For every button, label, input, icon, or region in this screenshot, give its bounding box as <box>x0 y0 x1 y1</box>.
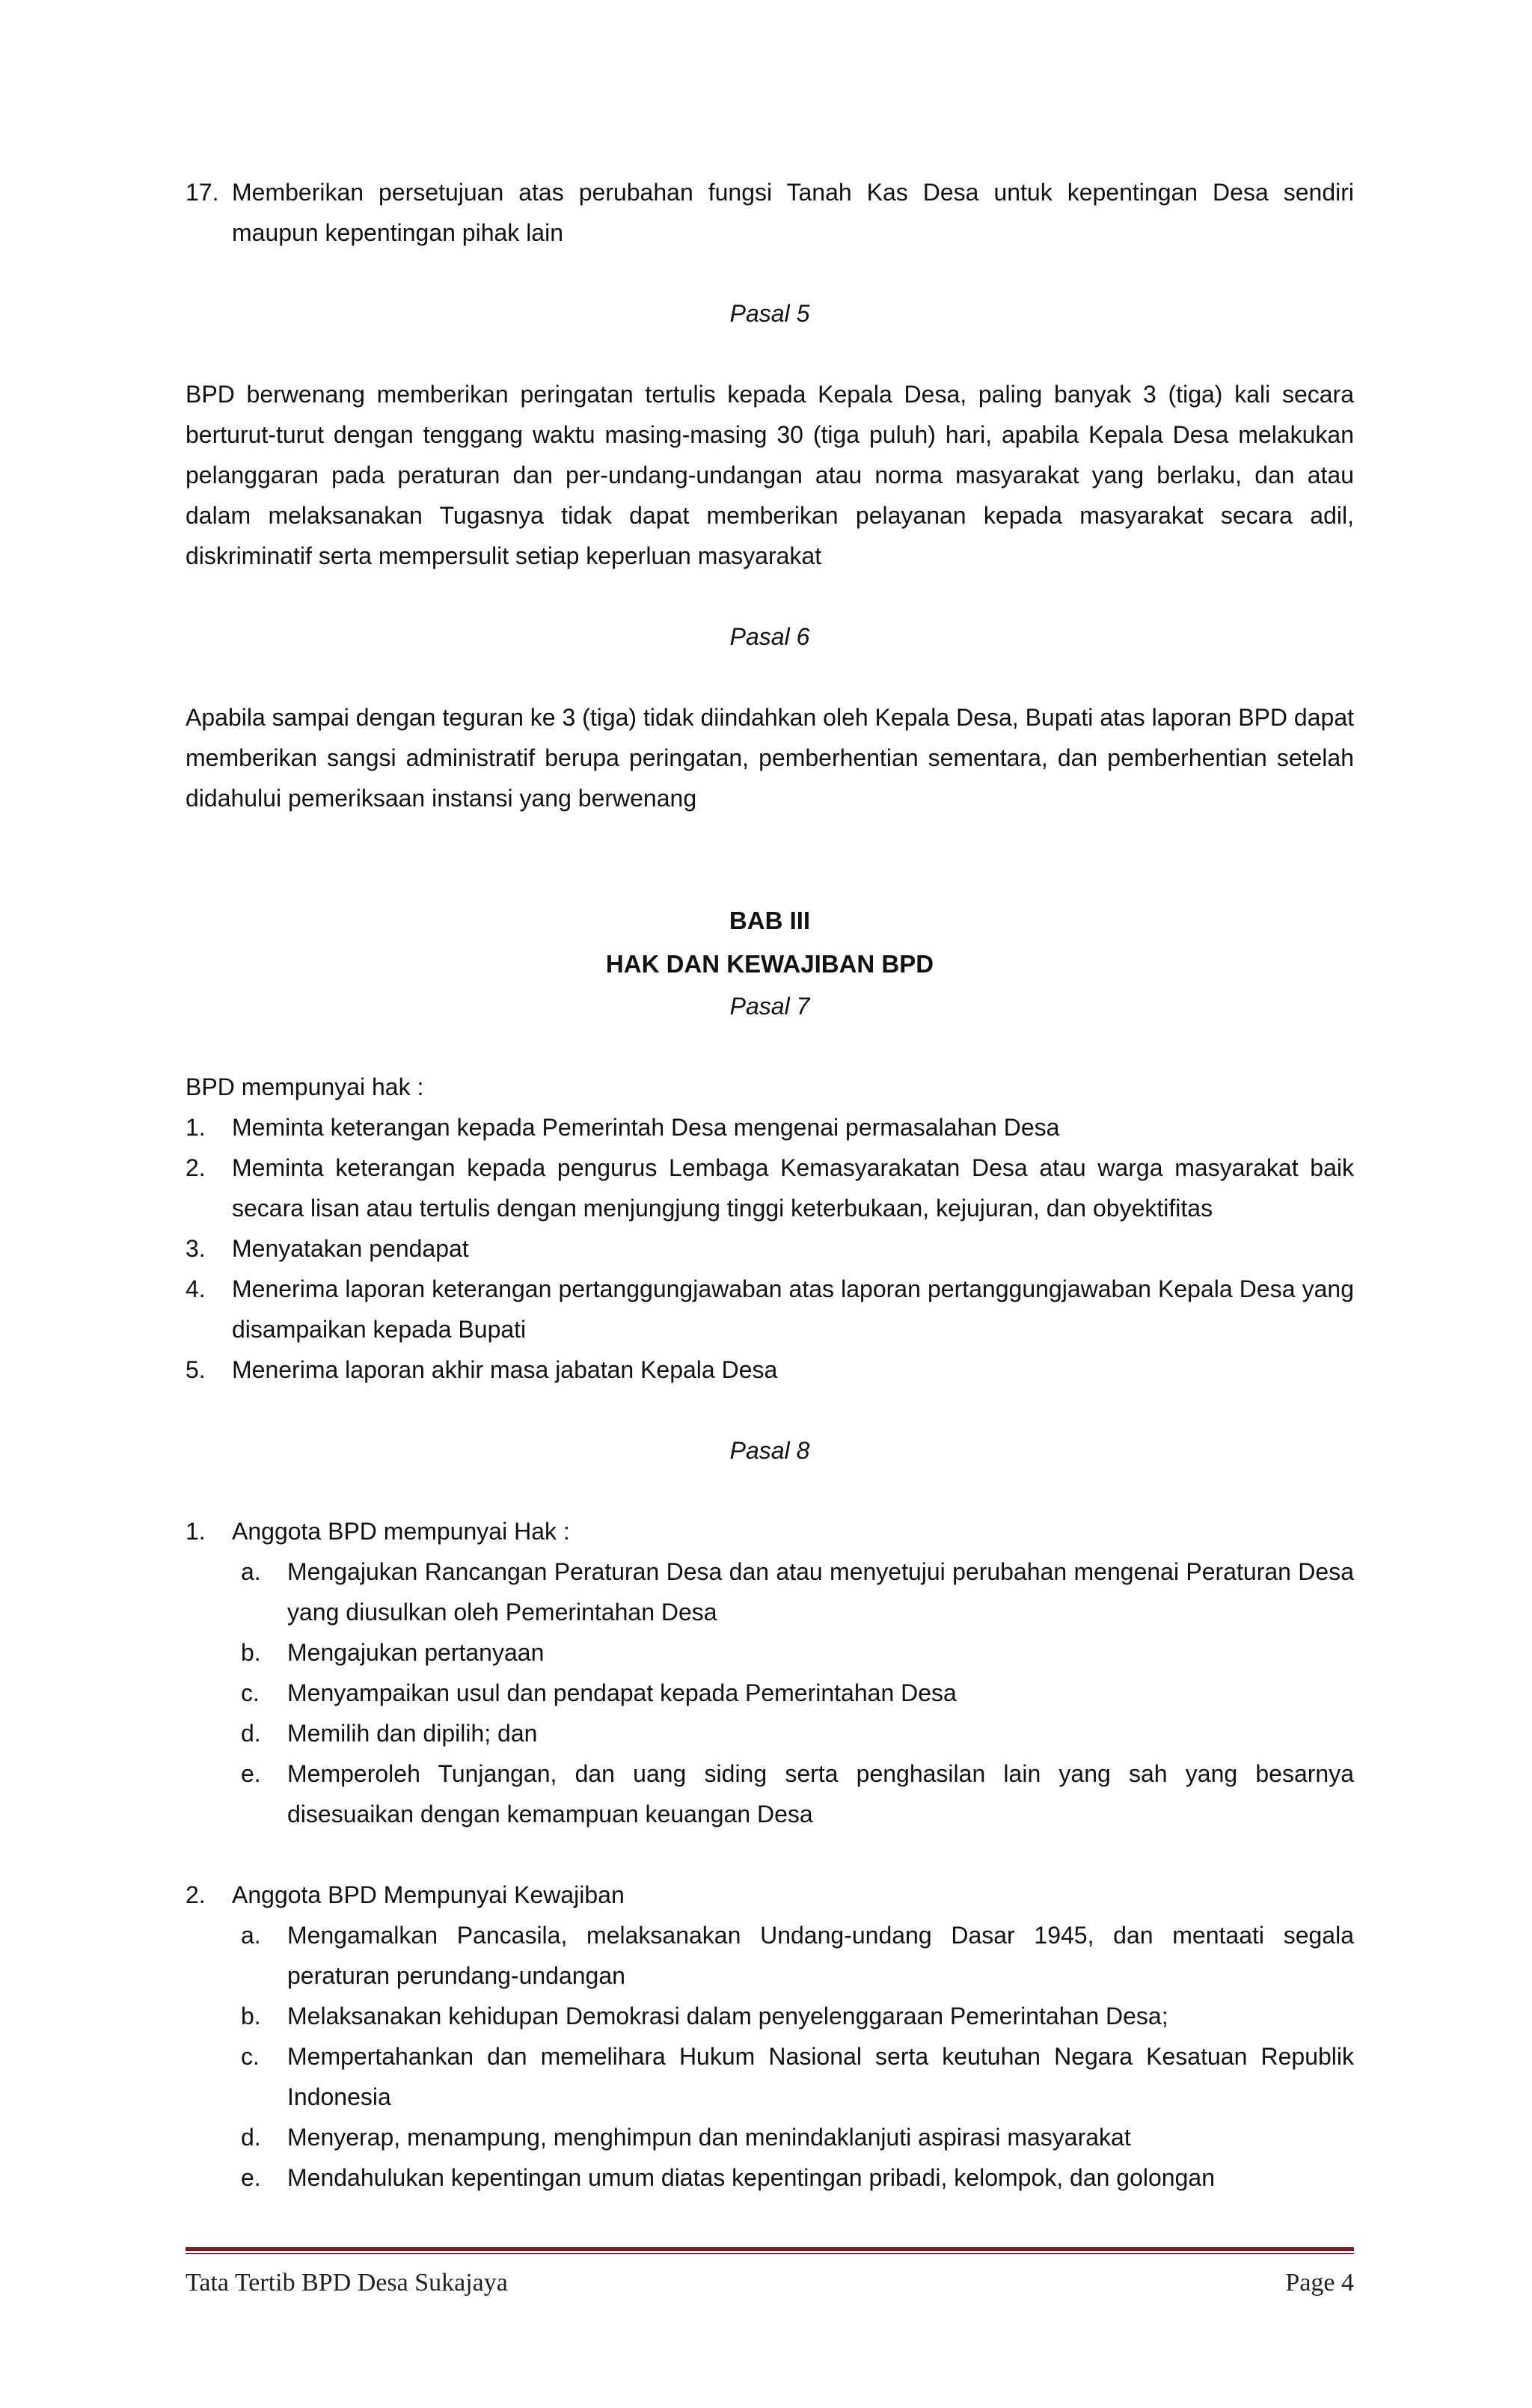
document-page <box>186 172 1354 2198</box>
list-item-text: Anggota BPD mempunyai Hak : <box>232 1518 570 1545</box>
pasal-7-title: Pasal 7 <box>729 993 810 1020</box>
list-number: 1. <box>186 1518 206 1545</box>
footer-page-number: Page 4 <box>1285 2269 1354 2297</box>
list-item-text: Meminta keterangan kepada pengurus Lembaga Kemasyarakatan Desa atau warga masyarakat baik secara lisan atau tertulis dengan menjungjung tinggi keterbukaan, kejujuran, dan obyektifitas <box>232 1154 1354 1222</box>
list-number: 1. <box>186 1114 206 1141</box>
pasal-8-group-1 <box>186 1511 1354 1551</box>
list-item-text: Menerima laporan keterangan pertanggungjawaban atas laporan pertanggungjawaban Kepala Desa yang disampaikan kepada Bupati <box>232 1275 1354 1343</box>
list-item <box>186 1269 1354 1349</box>
sub-list-text: Mendahulukan kepentingan umum diatas kepentingan pribadi, kelompok, dan golongan <box>287 2164 1215 2191</box>
chapter-subtitle: HAK DAN KEWAJIBAN BPD <box>605 950 934 978</box>
sub-list-text: Menyerap, menampung, menghimpun dan menindaklanjuti aspirasi masyarakat <box>287 2124 1131 2151</box>
sub-list-letter: b. <box>241 2003 261 2029</box>
list-item-text: Meminta keterangan kepada Pemerintah Desa mengenai permasalahan Desa <box>232 1114 1060 1141</box>
list-item-text: Menyatakan pendapat <box>232 1235 469 1262</box>
list-number: 2. <box>186 1881 206 1908</box>
sub-list-item <box>186 1996 1354 2036</box>
list-number: 3. <box>186 1235 206 1262</box>
sub-list-item <box>186 1551 1354 1632</box>
list-number: 2. <box>186 1154 206 1181</box>
pasal-8-group-2 <box>186 1875 1354 1915</box>
footer-row <box>186 2269 1354 2297</box>
sub-list-letter: c. <box>241 1679 260 1706</box>
sub-list-item <box>186 2157 1354 2198</box>
footer-rule-thick <box>186 2247 1354 2251</box>
list-item <box>186 1148 1354 1228</box>
sub-list-item <box>186 1713 1354 1753</box>
sub-list-letter: e. <box>241 1760 261 1787</box>
sub-list-letter: c. <box>241 2043 260 2070</box>
sub-list-item <box>186 2117 1354 2157</box>
sub-list-text: Menyampaikan usul dan pendapat kepada Pemerintahan Desa <box>287 1679 957 1706</box>
sub-list-text: Memilih dan dipilih; dan <box>287 1720 538 1747</box>
sub-list-letter: d. <box>241 1720 261 1747</box>
sub-list-text: Melaksanakan kehidupan Demokrasi dalam penyelenggaraan Pemerintahan Desa; <box>287 2003 1168 2029</box>
pasal-6-text: Apabila sampai dengan teguran ke 3 (tiga) tidak diindahkan oleh Kepala Desa, Bupati atas laporan BPD dapat memberikan sangsi administratif berupa peringatan, pemberhentian sementara, dan pemberhentian setelah didahului pemeriksaan instansi yang berwenang <box>186 704 1354 812</box>
sub-list-letter: d. <box>241 2124 261 2151</box>
list-number: 5. <box>186 1356 206 1383</box>
list-number: 4. <box>186 1275 206 1302</box>
chapter-title: BAB III <box>729 907 811 934</box>
list-item-text: Memberikan persetujuan atas perubahan fungsi Tanah Kas Desa untuk kepentingan Desa sendiri maupun kepentingan pihak lain <box>232 179 1354 246</box>
pasal-8-title: Pasal 8 <box>729 1437 810 1464</box>
sub-list-item <box>186 1915 1354 1996</box>
sub-list-item <box>186 1673 1354 1713</box>
list-item <box>186 1349 1354 1390</box>
sub-list-text: Memperoleh Tunjangan, dan uang siding serta penghasilan lain yang sah yang besarnya disesuaikan dengan kemampuan keuangan Desa <box>287 1760 1354 1828</box>
list-item-text: Anggota BPD Mempunyai Kewajiban <box>232 1881 625 1908</box>
sub-list-text: Mengamalkan Pancasila, melaksanakan Undang-undang Dasar 1945, dan mentaati segala peraturan perundang-undangan <box>287 1922 1354 1989</box>
sub-list-letter: a. <box>241 1558 261 1585</box>
pasal-7-intro: BPD mempunyai hak : <box>186 1073 424 1100</box>
list-item <box>186 1228 1354 1269</box>
list-number: 17. <box>186 179 219 206</box>
pasal-7-list <box>186 1107 1354 1390</box>
list-item-text: Menerima laporan akhir masa jabatan Kepala Desa <box>232 1356 778 1383</box>
pasal-5-title: Pasal 5 <box>729 300 810 327</box>
footer-rule-thin <box>186 2253 1354 2254</box>
sub-list-text: Mengajukan Rancangan Peraturan Desa dan atau menyetujui perubahan mengenai Peraturan Desa yang diusulkan oleh Pemerintahan Desa <box>287 1558 1354 1626</box>
footer-document-title: Tata Tertib BPD Desa Sukajaya <box>186 2269 508 2297</box>
sub-list-item <box>186 1632 1354 1673</box>
sub-list-item <box>186 1753 1354 1834</box>
list-item-17 <box>186 172 1354 253</box>
sub-list-text: Mengajukan pertanyaan <box>287 1639 545 1666</box>
pasal-5-text: BPD berwenang memberikan peringatan tertulis kepada Kepala Desa, paling banyak 3 (tiga) kali secara berturut-turut dengan tenggang waktu masing-masing 30 (tiga puluh) hari, apabila Kepala Desa melakukan pelanggaran pada peraturan dan per-undang-undangan atau norma masyarakat yang berlaku, dan atau dalam melaksanakan Tugasnya tidak dapat memberikan pelayanan kepada masyarakat secara adil, diskriminatif serta mempersulit setiap keperluan masyarakat <box>186 381 1354 569</box>
sub-list-letter: b. <box>241 1639 261 1666</box>
pasal-6-title: Pasal 6 <box>729 623 810 650</box>
sub-list-item <box>186 2036 1354 2117</box>
sub-list-letter: e. <box>241 2164 261 2191</box>
sub-list-text: Mempertahankan dan memelihara Hukum Nasional serta keutuhan Negara Kesatuan Republik Indonesia <box>287 2043 1354 2110</box>
page-footer <box>186 2247 1354 2297</box>
sub-list-letter: a. <box>241 1922 261 1949</box>
list-item <box>186 1107 1354 1148</box>
